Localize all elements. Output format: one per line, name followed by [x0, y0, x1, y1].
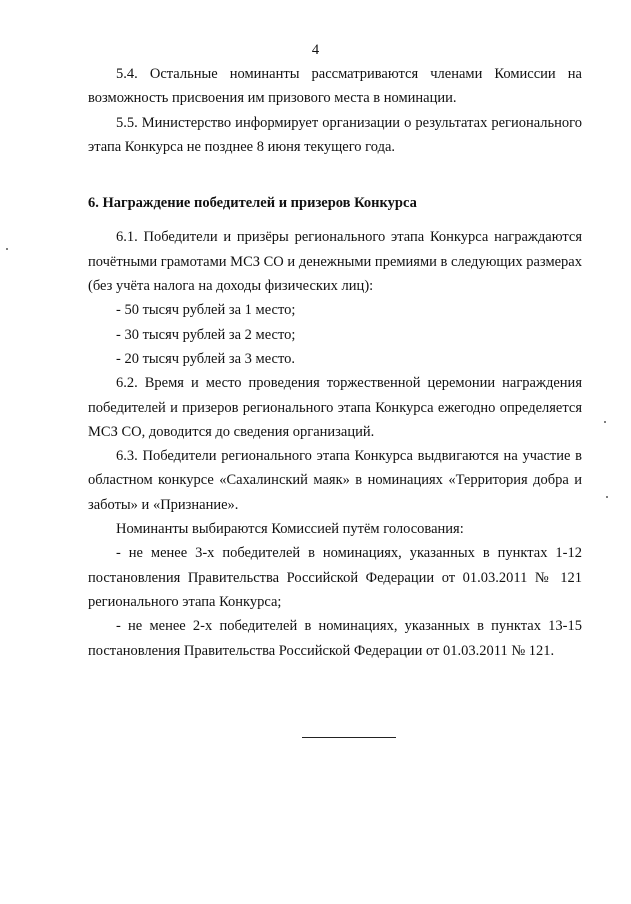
- end-divider-line: [302, 737, 396, 738]
- section-title: 6. Награждение победителей и призеров Конкурса: [88, 195, 417, 212]
- paragraph-6-3: 6.3. Победители регионального этапа Конкурса выдвигаются на участие в областном конкурсе «Сахалинский маяк» в номинациях «Территория добра и заботы» и «Признание».: [88, 448, 582, 513]
- document-body: [88, 62, 582, 663]
- page-number: 4: [311, 42, 320, 58]
- prize-item-3: - 20 тысяч рублей за 3 место.: [116, 350, 295, 367]
- nominees-intro: Номинанты выбираются Комиссией путём голосования:: [116, 521, 464, 538]
- prize-item-2: - 30 тысяч рублей за 2 место;: [116, 326, 296, 343]
- paragraph-5-4: 5.4. Остальные номинанты рассматриваются членами Комиссии на возможность присвоения им призового места в номинации.: [88, 66, 582, 107]
- paragraph-6-1: 6.1. Победители и призёры регионального этапа Конкурса награждаются почётными грамотами МСЗ СО и денежными премиями в следующих размерах (без учёта налога на доходы физических лиц):: [88, 229, 582, 295]
- scan-speck: [606, 496, 608, 498]
- scan-speck: [604, 421, 606, 423]
- scan-speck: [6, 248, 8, 250]
- prize-item-1: - 50 тысяч рублей за 1 место;: [116, 302, 296, 319]
- nominees-item-1: - не менее 3-х победителей в номинациях, указанных в пунктах 1-12 постановления Правительства Российской Федерации от 01.03.2011 № 121 регионального этапа Конкурса;: [88, 545, 582, 610]
- paragraph-5-5: 5.5. Министерство информирует организации о результатах регионального этапа Конкурса не позднее 8 июня текущего года.: [88, 114, 582, 155]
- nominees-item-2: - не менее 2-х победителей в номинациях, указанных в пунктах 13-15 постановления Правительства Российской Федерации от 01.03.2011 № 121.: [88, 618, 582, 659]
- paragraph-6-2: 6.2. Время и место проведения торжественной церемонии награждения победителей и призеров регионального этапа Конкурса ежегодно определяется МСЗ СО, доводится до сведения организаций.: [88, 375, 582, 440]
